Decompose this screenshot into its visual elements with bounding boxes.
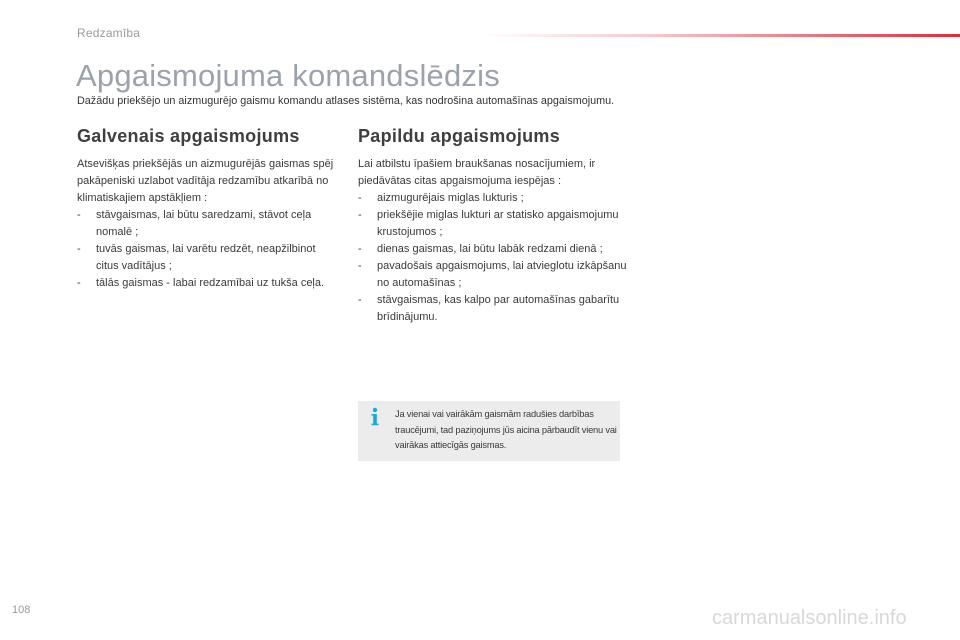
- list-item-text: pavadošais apgaismojums, lai atvieglotu izkāpšanu no automašīnas ;: [377, 260, 627, 289]
- page-number: 108: [12, 604, 31, 616]
- additional-lighting-section: [358, 126, 628, 326]
- list-item-text: dienas gaismas, lai būtu labāk redzami dienā ;: [377, 243, 603, 255]
- list-item: [77, 207, 339, 241]
- additional-lighting-paragraph: Lai atbilstu īpašiem braukšanas nosacījumiem, ir piedāvātas citas apgaismojuma iespējas :: [358, 158, 596, 187]
- list-item-text: tuvās gaismas, lai varētu redzēt, neapžilbinot citus vadītājus ;: [96, 243, 316, 272]
- main-lighting-paragraph: Atsevišķas priekšējās un aizmugurējās gaismas spēj pakāpeniski uzlabot vadītāja redzamību atkarībā no klimatiskajiem apstākļiem :: [77, 158, 334, 204]
- info-note-box: [358, 401, 620, 461]
- watermark: carmanualsonline.info: [712, 607, 907, 629]
- bullet-dash: -: [358, 294, 362, 306]
- header-accent-rule: [480, 34, 960, 37]
- list-item-text: priekšējie miglas lukturi ar statisko apgaismojumu krustojumos ;: [377, 209, 619, 238]
- bullet-dash: -: [358, 192, 362, 204]
- bullet-dash: -: [358, 243, 362, 255]
- main-lighting-heading: Galvenais apgaismojums: [77, 126, 300, 146]
- list-item-text: tālās gaismas - labai redzamībai uz tukša ceļa.: [96, 277, 325, 289]
- list-item: [358, 258, 628, 292]
- bullet-dash: -: [358, 209, 362, 221]
- list-item-text: aizmugurējais miglas lukturis ;: [377, 192, 524, 204]
- bullet-dash: -: [358, 260, 362, 272]
- list-item: [358, 207, 628, 241]
- list-item: [77, 241, 339, 275]
- additional-lighting-heading: Papildu apgaismojums: [358, 126, 561, 146]
- section-label: Redzamība: [77, 26, 141, 40]
- main-lighting-section: [77, 126, 339, 292]
- intro-text: Dažādu priekšējo un aizmugurējo gaismu komandu atlases sistēma, kas nodrošina automašīnas apgaismojumu.: [77, 95, 615, 107]
- additional-lighting-list: [358, 190, 628, 326]
- list-item: [358, 190, 628, 207]
- list-item: [77, 275, 339, 292]
- info-note-text: Ja vienai vai vairākām gaismām radušies darbības traucējumi, tad paziņojums jūs aicina pārbaudīt vienu vai vairākas attiecīgās gaismas.: [395, 409, 617, 450]
- main-lighting-list: [77, 207, 339, 292]
- page-title: Apgaismojuma komandslēdzis: [76, 58, 500, 93]
- bullet-dash: -: [77, 209, 81, 221]
- bullet-dash: -: [77, 277, 81, 289]
- list-item-text: stāvgaismas, kas kalpo par automašīnas gabarītu brīdinājumu.: [377, 294, 620, 323]
- list-item: [358, 241, 628, 258]
- list-item: [358, 292, 628, 326]
- list-item-text: stāvgaismas, lai būtu saredzami, stāvot ceļa nomalē ;: [96, 209, 312, 238]
- bullet-dash: -: [77, 243, 81, 255]
- info-icon: [369, 407, 381, 427]
